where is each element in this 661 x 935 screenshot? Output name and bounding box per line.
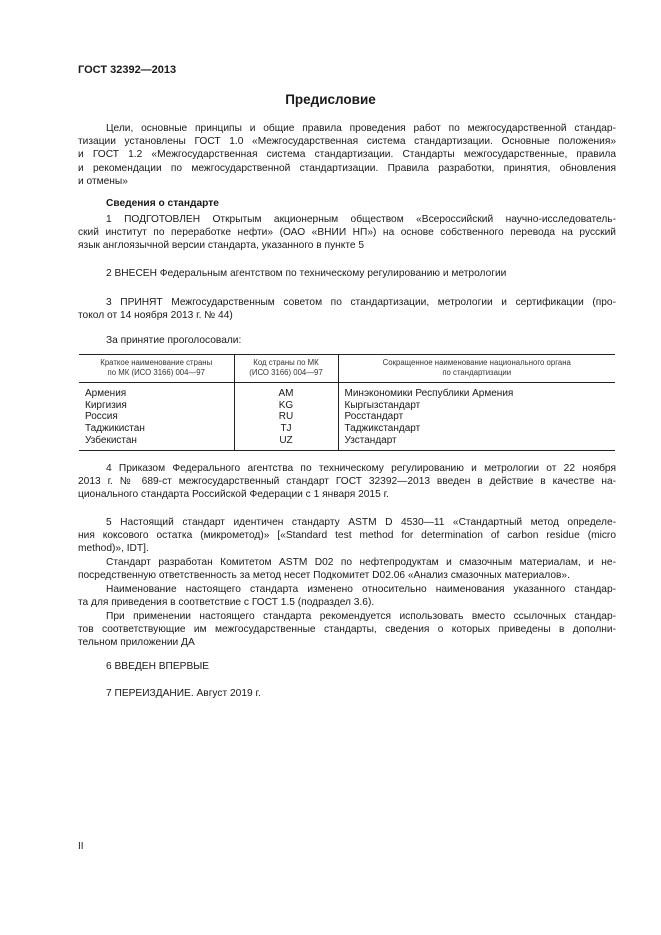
cell-code: AM [234,383,338,400]
text-line: ционального стандарта Российской Федерации с 1 января 2015 г. [78,489,389,501]
text-line: 7 ПЕРЕИЗДАНИЕ. Август 2019 г. [106,688,261,699]
text-line: 2 ВНЕСЕН Федеральным агентством по техническому регулированию и метрологии [106,268,507,279]
table-row [79,383,615,400]
column-header-code: Код страны по МК (ИСО 3166) 004—97 [234,355,338,383]
item-4-paragraph [78,462,616,502]
cell-code: UZ [234,435,338,450]
text-line: 2013 г. № 689-ст межгосударственный стандарт ГОСТ 32392—2013 введен в действие в качестве на- [78,476,616,488]
table-row [79,423,615,435]
vote-label [78,334,616,347]
text-line: и ГОСТ 1.2 «Межгосударственная система стандартизации. Стандарты межгосударственные, правила [78,149,616,161]
text-line: и рекомендации по межгосударственной стандартизации. Правила разработки, принятия, обновления [78,162,616,174]
item-6-paragraph [78,660,616,673]
text-line: При применении настоящего стандарта рекомендуется использовать вместо ссылочных стандар- [106,611,616,622]
table-row [79,400,615,412]
text-line: и отмены» [78,175,128,187]
item-1-paragraph [78,213,616,253]
text-line: токол от 14 ноября 2013 г. № 44) [78,310,233,322]
cell-body: Таджикстандарт [338,423,615,435]
column-header-country: Краткое наименование страны по МК (ИСО 3166) 004—97 [79,355,234,383]
cell-body: Минэкономики Республики Армения [338,383,615,400]
text-line: 4 Приказом Федерального агентства по техническому регулированию и метрологии от 22 ноября [106,463,616,474]
table-row [79,435,615,450]
text-line: За принятие проголосовали: [106,335,242,346]
table-row [79,411,615,423]
text-line: та для приведения в соответствие с ГОСТ 1.5 (подраздел 3.6). [78,597,375,609]
cell-body: Росстандарт [338,411,615,423]
item-7-paragraph [78,687,616,700]
text-line: тов соответствующие им межгосударственные стандарты, сведения о которых приведены в дополни- [78,624,616,636]
cell-country: Россия [85,411,118,423]
text-line: 6 ВВЕДЕН ВПЕРВЫЕ [106,661,210,672]
section-heading [78,197,616,210]
cell-code: RU [234,411,338,423]
cell-country: Армения [85,388,127,399]
text-line: тизации установлены ГОСТ 1.0 «Межгосударственная система стандартизации. Основные положения» [78,136,616,148]
page-title: Предисловие [285,92,376,107]
item-5-paragraph [78,516,616,556]
text-line: тельном приложении ДА [78,637,195,649]
intro-paragraph [78,122,616,188]
cell-body: Кыргызстандарт [338,400,615,412]
text-line: ния коксового остатка (микрометод)» [«Standard test method for determination of carbon residue (micro [78,530,616,542]
cell-code: TJ [234,423,338,435]
table-header-row [79,355,615,383]
text-line: Цели, основные принципы и общие правила проведения работ по межгосударственной стандар- [106,123,616,134]
item-5-references-paragraph [78,610,616,650]
text-line: method)», IDT]. [78,543,149,555]
cell-country: Киргизия [85,399,127,411]
page-number: II [78,841,84,852]
cell-country: Узбекистан [79,435,234,450]
text-line: 1 ПОДГОТОВЛЕН Открытым акционерным обществом «Всероссийский научно-исследователь- [106,214,616,225]
text-line: ский институт по переработке нефти» (ОАО «ВНИИ НП») на основе собственного перевода на русский [78,227,616,239]
item-5-committee-paragraph [78,556,616,582]
cell-body: Узстандарт [338,435,615,450]
column-header-body: Сокращенное наименование национального органа по стандартизации [338,355,615,383]
text-line: Стандарт разработан Комитетом ASTM D02 по нефтепродуктам и смазочным материалам, и не- [106,557,616,568]
text-line: 3 ПРИНЯТ Межгосударственным советом по стандартизации, метрологии и сертификации (про- [106,297,616,308]
text-line: посредственную ответственность за метод несет Подкомитет D02.06 «Анализ смазочных материалов». [78,570,570,582]
section-heading-text: Сведения о стандарте [106,198,219,209]
text-line: язык англоязычной версии стандарта, указанного в пункте 5 [78,240,365,252]
text-line: Наименование настоящего стандарта изменено относительно наименования указанного стандар- [106,584,616,595]
text-line: 5 Настоящий стандарт идентичен стандарту ASTM D 4530—11 «Стандартный метод определе- [106,517,616,528]
cell-country: Таджикистан [85,423,145,435]
voting-table [79,354,615,451]
cell-code: KG [234,400,338,412]
item-2-paragraph [78,267,616,280]
item-5-name-paragraph [78,583,616,609]
item-3-paragraph [78,296,616,322]
document-code: ГОСТ 32392—2013 [78,64,177,76]
